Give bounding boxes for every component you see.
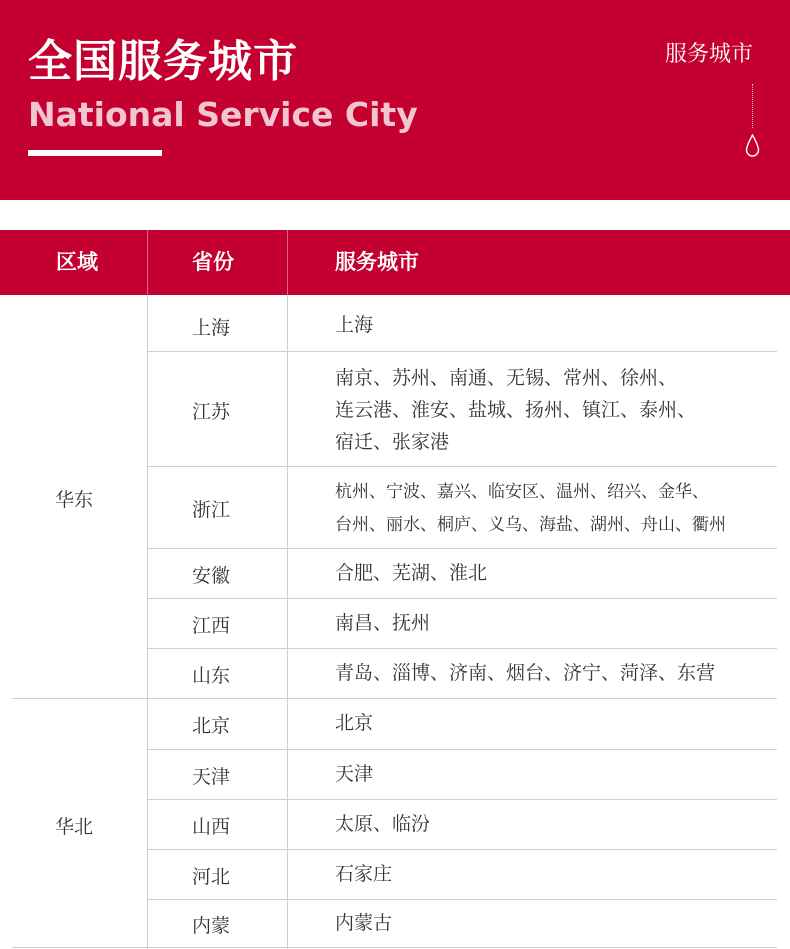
table-bottom-border bbox=[12, 947, 777, 948]
city-line: 南昌、抚州 bbox=[335, 612, 431, 634]
province-label: 内蒙 bbox=[192, 915, 231, 937]
header-cities: 服务城市 bbox=[335, 250, 419, 274]
city-line: 连云港、淮安、盐城、扬州、镇江、泰州、 bbox=[335, 399, 697, 421]
city-line: 南京、苏州、南通、无锡、常州、徐州、 bbox=[335, 367, 678, 389]
city-list bbox=[335, 557, 487, 589]
city-line: 石家庄 bbox=[335, 863, 393, 885]
row-divider bbox=[147, 849, 777, 850]
city-line: 宿迁、张家港 bbox=[335, 431, 450, 453]
table-header bbox=[0, 230, 790, 295]
row-divider bbox=[147, 548, 777, 549]
title-underline bbox=[28, 150, 162, 156]
province-label: 山西 bbox=[192, 816, 231, 838]
province-label: 江西 bbox=[192, 615, 231, 637]
droplet-icon bbox=[745, 134, 760, 158]
city-list bbox=[335, 607, 430, 639]
province-label: 北京 bbox=[192, 715, 231, 737]
region-divider bbox=[12, 698, 777, 699]
row-divider bbox=[147, 351, 777, 352]
city-line: 杭州、宁波、嘉兴、临安区、温州、绍兴、金华、 bbox=[335, 482, 709, 502]
city-list bbox=[335, 657, 715, 689]
row-divider bbox=[147, 899, 777, 900]
province-label: 山东 bbox=[192, 665, 231, 687]
province-label: 江苏 bbox=[192, 401, 231, 423]
dotted-line bbox=[752, 84, 753, 128]
column-divider bbox=[147, 295, 148, 949]
city-line: 青岛、淄博、济南、烟台、济宁、菏泽、东营 bbox=[335, 662, 716, 684]
province-label: 安徽 bbox=[192, 565, 231, 587]
row-divider bbox=[147, 598, 777, 599]
city-line: 太原、临汾 bbox=[335, 813, 431, 835]
city-list bbox=[335, 858, 392, 890]
city-list bbox=[335, 808, 430, 840]
page-subtitle: National Service City bbox=[28, 95, 418, 134]
header-region: 区域 bbox=[56, 250, 98, 274]
city-list bbox=[335, 907, 392, 939]
province-label: 天津 bbox=[192, 766, 231, 788]
region-label: 华北 bbox=[55, 816, 94, 838]
city-list bbox=[335, 707, 373, 739]
city-line: 台州、丽水、桐庐、义乌、海盐、湖州、舟山、衢州 bbox=[335, 515, 726, 535]
city-line: 合肥、芜湖、淮北 bbox=[335, 562, 488, 584]
city-list bbox=[335, 309, 373, 341]
row-divider bbox=[147, 749, 777, 750]
region-label: 华东 bbox=[55, 489, 94, 511]
city-list bbox=[335, 476, 726, 542]
section-label: 服务城市 bbox=[664, 42, 753, 67]
city-line: 北京 bbox=[335, 712, 374, 734]
header-divider bbox=[147, 230, 148, 295]
province-label: 上海 bbox=[192, 317, 231, 339]
city-line: 内蒙古 bbox=[335, 912, 393, 934]
header-divider bbox=[287, 230, 288, 295]
city-line: 天津 bbox=[335, 763, 374, 785]
column-divider bbox=[287, 295, 288, 949]
header-banner bbox=[0, 0, 790, 200]
header-province: 省份 bbox=[192, 250, 234, 274]
province-label: 浙江 bbox=[192, 499, 231, 521]
row-divider bbox=[147, 648, 777, 649]
row-divider bbox=[147, 799, 777, 800]
row-divider bbox=[147, 466, 777, 467]
page-title: 全国服务城市 bbox=[28, 36, 298, 87]
city-list bbox=[335, 758, 373, 790]
city-list bbox=[335, 362, 696, 458]
province-label: 河北 bbox=[192, 866, 231, 888]
city-line: 上海 bbox=[335, 314, 374, 336]
